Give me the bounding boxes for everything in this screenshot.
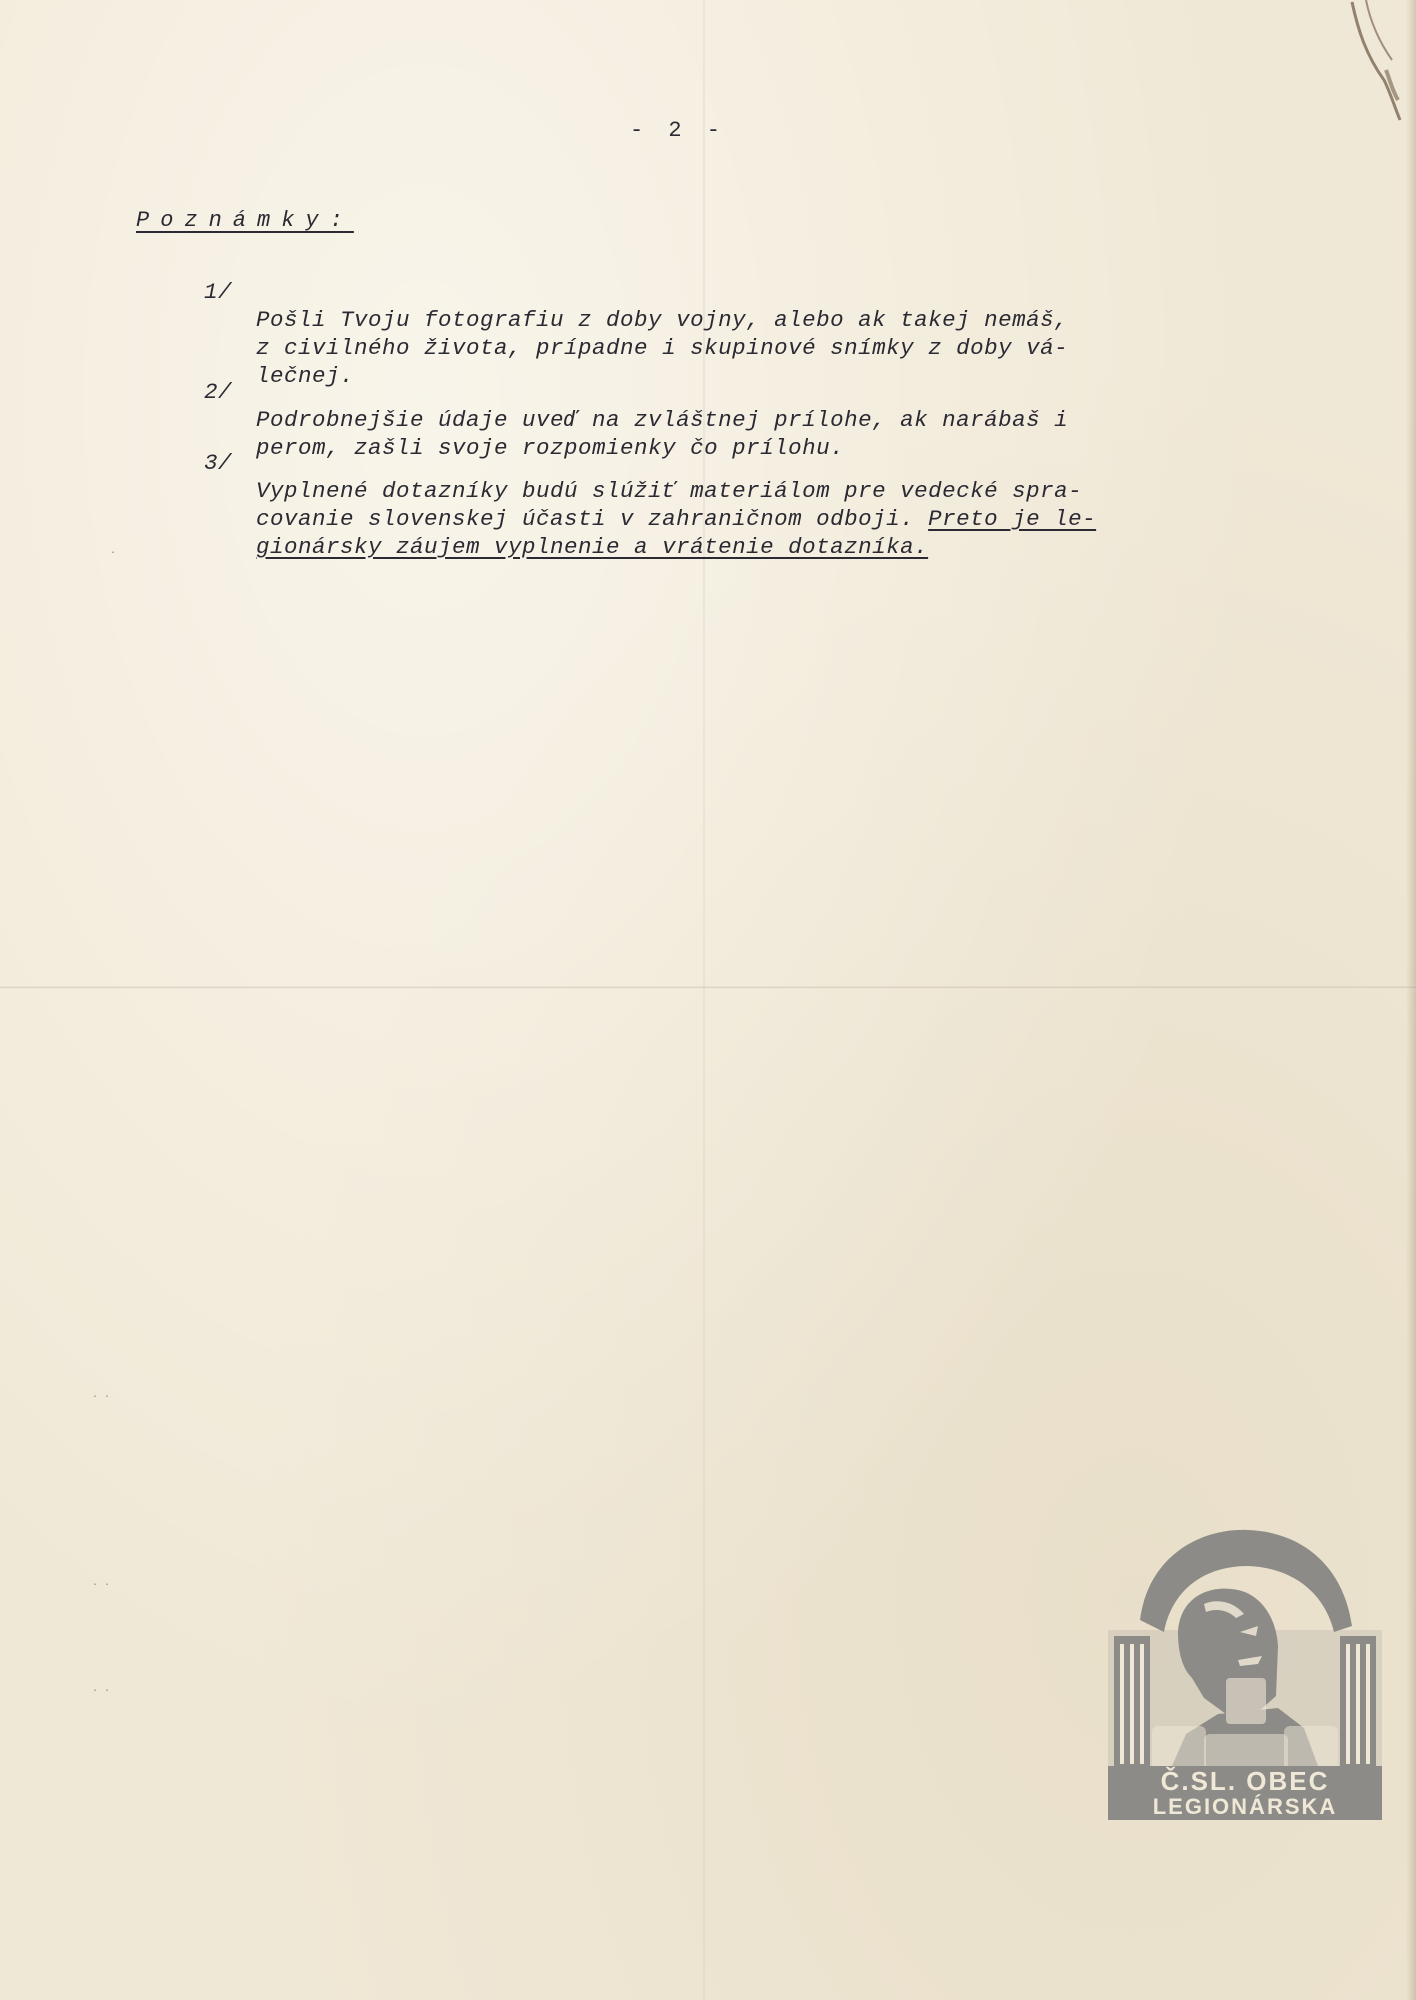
page-number: - 2 -: [630, 118, 727, 143]
note-number: 2/: [204, 379, 233, 405]
note-text: [256, 477, 1296, 561]
note-number: 3/: [204, 450, 233, 476]
note-item: [204, 421, 1280, 560]
paper-fold-horizontal: [0, 986, 1416, 989]
note-text: Pošli Tvoju fotografiu z doby vojny, alebo ak takej nemáš, z civilného života, prípadne i skupinové snímky z doby vá- lečnej.: [256, 307, 1069, 389]
legion-stamp-logo: [1108, 1528, 1382, 1820]
speck: ·: [110, 548, 117, 559]
paper-edge: [1406, 0, 1416, 2000]
notes-heading: Poznámky:: [136, 208, 354, 233]
ink-smudge-mark: [1344, 0, 1404, 130]
note-text-plain: Vyplnené dotazníky budú slúžiť materiálom pre vedecké spra- covanie slovenskej účasti v zahraničnom odboji.: [256, 478, 1083, 532]
note-number: 1/: [204, 279, 233, 305]
note-item: [204, 250, 1280, 389]
note-text-underlined: Preto je le- gionársky záujem vyplnenie a vrátenie dotazníka.: [256, 506, 1097, 560]
speck: · ·: [92, 1392, 111, 1403]
speck: · ·: [92, 1580, 111, 1591]
speck: · ·: [92, 1686, 111, 1697]
note-text: Podrobnejšie údaje uveď na zvláštnej prílohe, ak narábaš i perom, zašli svoje rozpomienky čo prílohu.: [256, 407, 1069, 461]
stamp-text-line2: LEGIONÁRSKA: [1152, 1794, 1338, 1819]
stamp-text-line1: Č.SL. OBEC: [1160, 1766, 1330, 1796]
